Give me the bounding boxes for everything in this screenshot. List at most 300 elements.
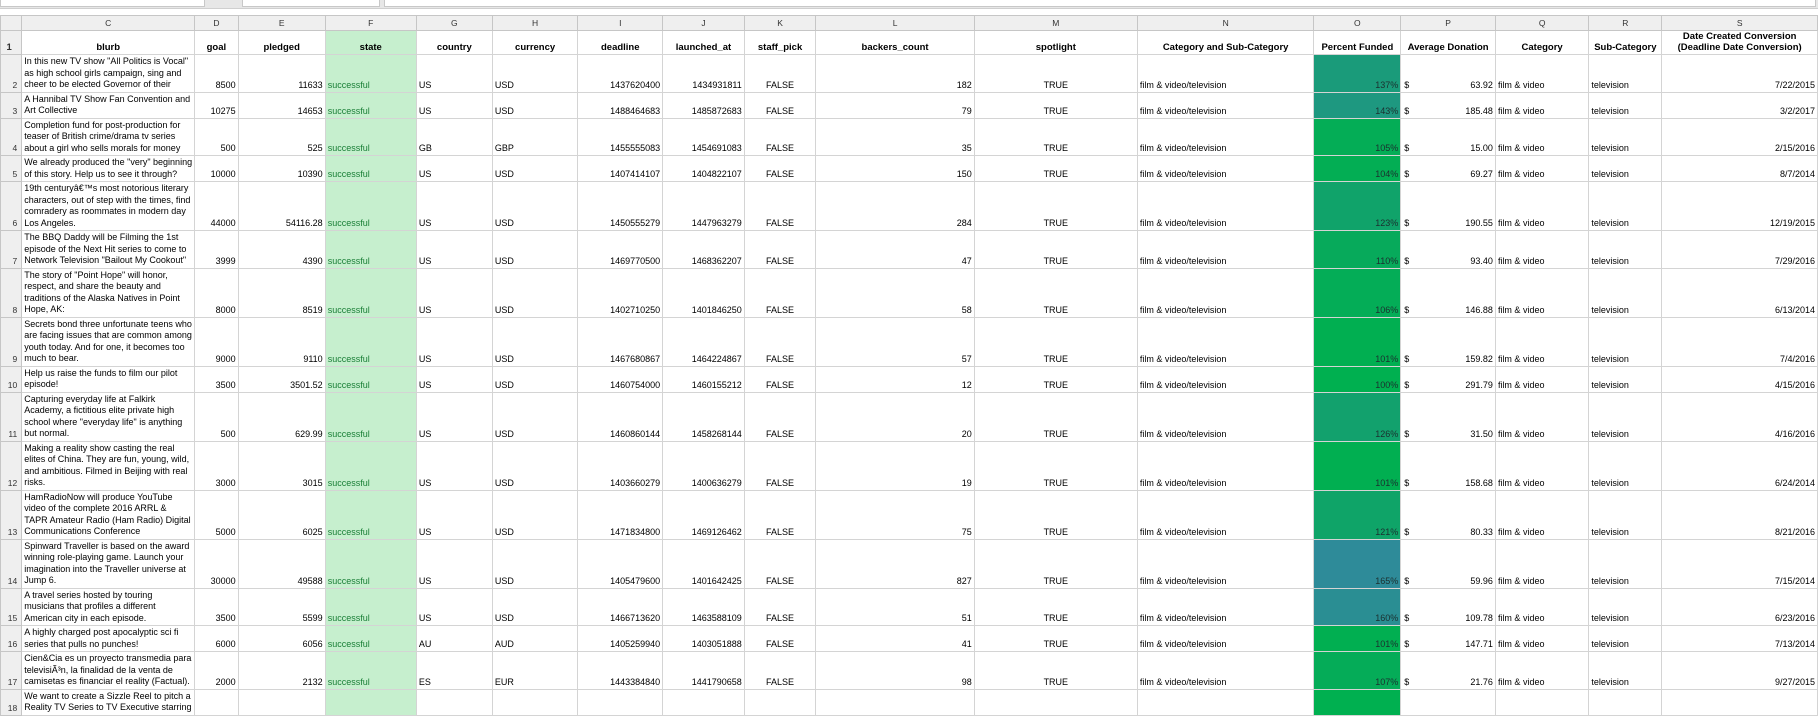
- cell-pledged[interactable]: 49588: [238, 539, 325, 588]
- cell-country[interactable]: US: [416, 490, 492, 539]
- cell-date-created[interactable]: 6/23/2016: [1662, 588, 1818, 626]
- cell-currency[interactable]: USD: [492, 588, 578, 626]
- cell-spotlight[interactable]: TRUE: [974, 268, 1137, 317]
- cell-goal[interactable]: 2000: [195, 652, 239, 690]
- cell-spotlight[interactable]: TRUE: [974, 366, 1137, 392]
- cell-goal[interactable]: 3000: [195, 441, 239, 490]
- cell-deadline[interactable]: 1469770500: [578, 231, 663, 269]
- cell-launched-at[interactable]: 1464224867: [663, 317, 745, 366]
- cell-percent-funded[interactable]: 110%: [1314, 231, 1401, 269]
- cell-deadline[interactable]: 1488464683: [578, 92, 663, 118]
- cell-blurb[interactable]: Help us raise the funds to film our pilot episode!: [22, 366, 195, 392]
- cell-percent-funded[interactable]: 101%: [1314, 441, 1401, 490]
- cell-percent-funded[interactable]: 126%: [1314, 392, 1401, 441]
- column-header[interactable]: K: [744, 16, 816, 31]
- cell-sub-category[interactable]: television: [1589, 156, 1662, 182]
- cell-goal[interactable]: 5000: [195, 490, 239, 539]
- cell-deadline[interactable]: 1407414107: [578, 156, 663, 182]
- cell-deadline[interactable]: 1460754000: [578, 366, 663, 392]
- header-state[interactable]: state: [325, 31, 416, 55]
- cell-average-donation[interactable]: [1401, 441, 1496, 490]
- cell-launched-at[interactable]: 1401846250: [663, 268, 745, 317]
- cell-pledged[interactable]: 525: [238, 118, 325, 156]
- column-header[interactable]: J: [663, 16, 745, 31]
- cell-backers-count[interactable]: 20: [816, 392, 974, 441]
- cell-category[interactable]: film & video: [1495, 588, 1588, 626]
- cell-category[interactable]: film & video: [1495, 118, 1588, 156]
- cell-backers-count[interactable]: 41: [816, 626, 974, 652]
- cell-percent-funded[interactable]: 143%: [1314, 92, 1401, 118]
- cell-currency[interactable]: USD: [492, 92, 578, 118]
- cell-state[interactable]: successful: [325, 55, 416, 93]
- cell-launched-at[interactable]: 1403051888: [663, 626, 745, 652]
- row-number[interactable]: 6: [1, 182, 22, 231]
- column-header[interactable]: C: [22, 16, 195, 31]
- cell-category[interactable]: film & video: [1495, 231, 1588, 269]
- cell-currency[interactable]: USD: [492, 55, 578, 93]
- cell-spotlight[interactable]: TRUE: [974, 118, 1137, 156]
- cell-date-created[interactable]: 7/15/2014: [1662, 539, 1818, 588]
- cell-category-sub[interactable]: film & video/television: [1137, 539, 1314, 588]
- header-sub-category[interactable]: Sub-Category: [1589, 31, 1662, 55]
- cell-launched-at[interactable]: 1401642425: [663, 539, 745, 588]
- cell-staff-pick[interactable]: [744, 689, 816, 715]
- cell-average-donation[interactable]: [1401, 652, 1496, 690]
- cell-spotlight[interactable]: TRUE: [974, 588, 1137, 626]
- cell-date-created[interactable]: 2/15/2016: [1662, 118, 1818, 156]
- cell-deadline[interactable]: 1466713620: [578, 588, 663, 626]
- cell-state[interactable]: successful: [325, 92, 416, 118]
- cell-backers-count[interactable]: 182: [816, 55, 974, 93]
- cell-category-sub[interactable]: film & video/television: [1137, 366, 1314, 392]
- cell-goal[interactable]: 6000: [195, 626, 239, 652]
- cell-average-donation[interactable]: [1401, 366, 1496, 392]
- cell-percent-funded[interactable]: [1314, 689, 1401, 715]
- cell-sub-category[interactable]: television: [1589, 441, 1662, 490]
- cell-deadline[interactable]: 1443384840: [578, 652, 663, 690]
- cell-goal[interactable]: 500: [195, 392, 239, 441]
- cell-backers-count[interactable]: 75: [816, 490, 974, 539]
- cell-state[interactable]: successful: [325, 392, 416, 441]
- row-number[interactable]: 18: [1, 689, 22, 715]
- cell-state[interactable]: [325, 689, 416, 715]
- cell-goal[interactable]: 44000: [195, 182, 239, 231]
- cell-launched-at[interactable]: 1458268144: [663, 392, 745, 441]
- cell-pledged[interactable]: 10390: [238, 156, 325, 182]
- column-header[interactable]: I: [578, 16, 663, 31]
- cell-staff-pick[interactable]: FALSE: [744, 652, 816, 690]
- cell-currency[interactable]: USD: [492, 317, 578, 366]
- cell-deadline[interactable]: 1402710250: [578, 268, 663, 317]
- header-date-created[interactable]: Date Created Conversion (Deadline Date Conversion): [1662, 31, 1818, 55]
- cell-average-donation[interactable]: [1401, 626, 1496, 652]
- cell-percent-funded[interactable]: 101%: [1314, 626, 1401, 652]
- cell-backers-count[interactable]: [816, 689, 974, 715]
- cell-sub-category[interactable]: television: [1589, 366, 1662, 392]
- cell-launched-at[interactable]: 1460155212: [663, 366, 745, 392]
- cell-percent-funded[interactable]: 107%: [1314, 652, 1401, 690]
- cell-country[interactable]: US: [416, 182, 492, 231]
- cell-category[interactable]: film & video: [1495, 156, 1588, 182]
- row-number[interactable]: 15: [1, 588, 22, 626]
- cell-staff-pick[interactable]: FALSE: [744, 441, 816, 490]
- cell-category-sub[interactable]: film & video/television: [1137, 268, 1314, 317]
- cell-blurb[interactable]: We want to create a Sizzle Reel to pitch a Reality TV Series to TV Executive starring: [22, 689, 195, 715]
- cell-blurb[interactable]: Capturing everyday life at Falkirk Academy, a fictitious elite private high school where "everyday life" is anything but normal.: [22, 392, 195, 441]
- cell-goal[interactable]: 3500: [195, 588, 239, 626]
- cell-sub-category[interactable]: television: [1589, 652, 1662, 690]
- cell-blurb[interactable]: The BBQ Daddy will be Filming the 1st episode of the Next Hit series to come to Network Television "Bailout My Cookout": [22, 231, 195, 269]
- cell-currency[interactable]: USD: [492, 490, 578, 539]
- cell-launched-at[interactable]: 1441790658: [663, 652, 745, 690]
- column-header[interactable]: S: [1662, 16, 1818, 31]
- cell-state[interactable]: successful: [325, 156, 416, 182]
- cell-category[interactable]: film & video: [1495, 490, 1588, 539]
- cell-country[interactable]: GB: [416, 118, 492, 156]
- cell-pledged[interactable]: 54116.28: [238, 182, 325, 231]
- column-header[interactable]: F: [325, 16, 416, 31]
- row-number[interactable]: 9: [1, 317, 22, 366]
- cell-sub-category[interactable]: television: [1589, 317, 1662, 366]
- cell-backers-count[interactable]: 98: [816, 652, 974, 690]
- row-number[interactable]: 8: [1, 268, 22, 317]
- cell-backers-count[interactable]: 58: [816, 268, 974, 317]
- cell-spotlight[interactable]: TRUE: [974, 156, 1137, 182]
- cell-date-created[interactable]: 7/4/2016: [1662, 317, 1818, 366]
- cell-spotlight[interactable]: TRUE: [974, 317, 1137, 366]
- column-header[interactable]: E: [238, 16, 325, 31]
- cell-deadline[interactable]: 1437620400: [578, 55, 663, 93]
- cell-date-created[interactable]: 8/7/2014: [1662, 156, 1818, 182]
- cell-sub-category[interactable]: television: [1589, 268, 1662, 317]
- cell-category-sub[interactable]: film & video/television: [1137, 441, 1314, 490]
- select-all-corner[interactable]: [1, 16, 22, 31]
- cell-date-created[interactable]: [1662, 689, 1818, 715]
- cell-launched-at[interactable]: 1400636279: [663, 441, 745, 490]
- cell-percent-funded[interactable]: 105%: [1314, 118, 1401, 156]
- cell-staff-pick[interactable]: FALSE: [744, 392, 816, 441]
- cell-pledged[interactable]: 9110: [238, 317, 325, 366]
- cell-country[interactable]: US: [416, 539, 492, 588]
- cell-date-created[interactable]: 7/13/2014: [1662, 626, 1818, 652]
- cell-goal[interactable]: 500: [195, 118, 239, 156]
- cell-goal[interactable]: 3999: [195, 231, 239, 269]
- cell-currency[interactable]: AUD: [492, 626, 578, 652]
- cell-pledged[interactable]: 11633: [238, 55, 325, 93]
- cell-date-created[interactable]: 6/24/2014: [1662, 441, 1818, 490]
- header-category[interactable]: Category: [1495, 31, 1588, 55]
- cell-staff-pick[interactable]: FALSE: [744, 156, 816, 182]
- row-number[interactable]: 7: [1, 231, 22, 269]
- cell-spotlight[interactable]: TRUE: [974, 652, 1137, 690]
- cell-launched-at[interactable]: [663, 689, 745, 715]
- cell-date-created[interactable]: 7/22/2015: [1662, 55, 1818, 93]
- cell-average-donation[interactable]: [1401, 156, 1496, 182]
- cell-spotlight[interactable]: TRUE: [974, 55, 1137, 93]
- cell-average-donation[interactable]: [1401, 392, 1496, 441]
- cell-date-created[interactable]: 4/15/2016: [1662, 366, 1818, 392]
- cell-country[interactable]: ES: [416, 652, 492, 690]
- column-header[interactable]: N: [1137, 16, 1314, 31]
- cell-goal[interactable]: 8000: [195, 268, 239, 317]
- cell-sub-category[interactable]: television: [1589, 231, 1662, 269]
- cell-category[interactable]: film & video: [1495, 539, 1588, 588]
- cell-average-donation[interactable]: [1401, 588, 1496, 626]
- cell-country[interactable]: US: [416, 366, 492, 392]
- cell-category[interactable]: film & video: [1495, 92, 1588, 118]
- cell-state[interactable]: successful: [325, 317, 416, 366]
- cell-pledged[interactable]: 629.99: [238, 392, 325, 441]
- cell-sub-category[interactable]: television: [1589, 392, 1662, 441]
- cell-launched-at[interactable]: 1454691083: [663, 118, 745, 156]
- cell-average-donation[interactable]: [1401, 268, 1496, 317]
- cell-blurb[interactable]: Secrets bond three unfortunate teens who are facing issues that are common among youth today. And for one, it becomes too much to bear.: [22, 317, 195, 366]
- cell-sub-category[interactable]: television: [1589, 55, 1662, 93]
- cell-category[interactable]: film & video: [1495, 268, 1588, 317]
- cell-staff-pick[interactable]: FALSE: [744, 588, 816, 626]
- cell-backers-count[interactable]: 284: [816, 182, 974, 231]
- cell-blurb[interactable]: A highly charged post apocalyptic sci fi series that pulls no punches!: [22, 626, 195, 652]
- cell-country[interactable]: US: [416, 441, 492, 490]
- cell-state[interactable]: successful: [325, 118, 416, 156]
- cell-percent-funded[interactable]: 165%: [1314, 539, 1401, 588]
- header-staff-pick[interactable]: staff_pick: [744, 31, 816, 55]
- cell-sub-category[interactable]: [1589, 689, 1662, 715]
- cell-staff-pick[interactable]: FALSE: [744, 118, 816, 156]
- cell-percent-funded[interactable]: 101%: [1314, 317, 1401, 366]
- cell-pledged[interactable]: [238, 689, 325, 715]
- cell-launched-at[interactable]: 1469126462: [663, 490, 745, 539]
- cell-average-donation[interactable]: [1401, 118, 1496, 156]
- cell-category-sub[interactable]: [1137, 689, 1314, 715]
- cell-currency[interactable]: USD: [492, 268, 578, 317]
- row-number[interactable]: 12: [1, 441, 22, 490]
- cell-currency[interactable]: USD: [492, 441, 578, 490]
- header-spotlight[interactable]: spotlight: [974, 31, 1137, 55]
- cell-deadline[interactable]: 1471834800: [578, 490, 663, 539]
- cell-category[interactable]: film & video: [1495, 392, 1588, 441]
- cell-staff-pick[interactable]: FALSE: [744, 539, 816, 588]
- cell-category[interactable]: [1495, 689, 1588, 715]
- cell-category[interactable]: film & video: [1495, 366, 1588, 392]
- cell-category[interactable]: film & video: [1495, 317, 1588, 366]
- cell-staff-pick[interactable]: FALSE: [744, 490, 816, 539]
- cell-pledged[interactable]: 3501.52: [238, 366, 325, 392]
- cell-percent-funded[interactable]: 104%: [1314, 156, 1401, 182]
- cell-goal[interactable]: 30000: [195, 539, 239, 588]
- header-percent-funded[interactable]: Percent Funded: [1314, 31, 1401, 55]
- column-header[interactable]: G: [416, 16, 492, 31]
- cell-spotlight[interactable]: TRUE: [974, 490, 1137, 539]
- cell-category-sub[interactable]: film & video/television: [1137, 55, 1314, 93]
- cell-percent-funded[interactable]: 160%: [1314, 588, 1401, 626]
- cell-country[interactable]: US: [416, 317, 492, 366]
- cell-category-sub[interactable]: film & video/television: [1137, 652, 1314, 690]
- cell-goal[interactable]: 3500: [195, 366, 239, 392]
- cell-category-sub[interactable]: film & video/television: [1137, 182, 1314, 231]
- cell-state[interactable]: successful: [325, 539, 416, 588]
- cell-date-created[interactable]: 8/21/2016: [1662, 490, 1818, 539]
- cell-country[interactable]: AU: [416, 626, 492, 652]
- cell-percent-funded[interactable]: 106%: [1314, 268, 1401, 317]
- cell-backers-count[interactable]: 12: [816, 366, 974, 392]
- cell-country[interactable]: US: [416, 588, 492, 626]
- column-header[interactable]: O: [1314, 16, 1401, 31]
- cell-state[interactable]: successful: [325, 231, 416, 269]
- cell-category-sub[interactable]: film & video/television: [1137, 626, 1314, 652]
- cell-state[interactable]: successful: [325, 182, 416, 231]
- cell-category[interactable]: film & video: [1495, 652, 1588, 690]
- cell-category-sub[interactable]: film & video/television: [1137, 231, 1314, 269]
- cell-launched-at[interactable]: 1463588109: [663, 588, 745, 626]
- cell-staff-pick[interactable]: FALSE: [744, 366, 816, 392]
- cell-category-sub[interactable]: film & video/television: [1137, 490, 1314, 539]
- cell-percent-funded[interactable]: 100%: [1314, 366, 1401, 392]
- cell-launched-at[interactable]: 1447963279: [663, 182, 745, 231]
- cell-date-created[interactable]: 12/19/2015: [1662, 182, 1818, 231]
- cell-sub-category[interactable]: television: [1589, 539, 1662, 588]
- cell-staff-pick[interactable]: FALSE: [744, 92, 816, 118]
- column-header[interactable]: L: [816, 16, 974, 31]
- cell-category-sub[interactable]: film & video/television: [1137, 156, 1314, 182]
- row-number[interactable]: 13: [1, 490, 22, 539]
- cell-category-sub[interactable]: film & video/television: [1137, 92, 1314, 118]
- cell-spotlight[interactable]: TRUE: [974, 182, 1137, 231]
- cell-staff-pick[interactable]: FALSE: [744, 55, 816, 93]
- name-box[interactable]: [0, 0, 205, 7]
- cell-pledged[interactable]: 4390: [238, 231, 325, 269]
- column-header[interactable]: H: [492, 16, 578, 31]
- column-header[interactable]: P: [1401, 16, 1496, 31]
- cell-spotlight[interactable]: TRUE: [974, 92, 1137, 118]
- cell-average-donation[interactable]: [1401, 490, 1496, 539]
- column-header[interactable]: Q: [1495, 16, 1588, 31]
- cell-pledged[interactable]: 6025: [238, 490, 325, 539]
- cell-state[interactable]: successful: [325, 652, 416, 690]
- row-number[interactable]: 5: [1, 156, 22, 182]
- cell-sub-category[interactable]: television: [1589, 626, 1662, 652]
- cell-country[interactable]: US: [416, 55, 492, 93]
- cell-country[interactable]: US: [416, 231, 492, 269]
- cell-percent-funded[interactable]: 121%: [1314, 490, 1401, 539]
- header-pledged[interactable]: pledged: [238, 31, 325, 55]
- cell-backers-count[interactable]: 19: [816, 441, 974, 490]
- cell-country[interactable]: US: [416, 392, 492, 441]
- cell-blurb[interactable]: We already produced the "very" beginning of this story. Help us to see it through?: [22, 156, 195, 182]
- header-launched-at[interactable]: launched_at: [663, 31, 745, 55]
- cell-blurb[interactable]: A Hannibal TV Show Fan Convention and Art Collective: [22, 92, 195, 118]
- cell-date-created[interactable]: 7/29/2016: [1662, 231, 1818, 269]
- cell-state[interactable]: successful: [325, 490, 416, 539]
- cell-blurb[interactable]: In this new TV show "All Politics is Vocal" as high school girls campaign, sing and cheer to be elected Governor of their: [22, 55, 195, 93]
- cell-blurb[interactable]: Cien&Cia es un proyecto transmedia para televisiÃ³n, la finalidad de la venta de camisetas es financiar el reality (Factual).: [22, 652, 195, 690]
- cell-date-created[interactable]: 3/2/2017: [1662, 92, 1818, 118]
- cell-category-sub[interactable]: film & video/television: [1137, 118, 1314, 156]
- cell-blurb[interactable]: 19th centuryâ€™s most notorious literary characters, out of step with the times, find comradery as roommates in modern day Los Angeles.: [22, 182, 195, 231]
- cell-deadline[interactable]: 1467680867: [578, 317, 663, 366]
- cell-spotlight[interactable]: TRUE: [974, 441, 1137, 490]
- cell-sub-category[interactable]: television: [1589, 490, 1662, 539]
- cell-pledged[interactable]: 5599: [238, 588, 325, 626]
- cell-backers-count[interactable]: 57: [816, 317, 974, 366]
- cell-blurb[interactable]: The story of "Point Hope" will honor, respect, and share the beauty and traditions of the Alaska Natives in Point Hope, AK:: [22, 268, 195, 317]
- cell-category-sub[interactable]: film & video/television: [1137, 392, 1314, 441]
- cell-backers-count[interactable]: 47: [816, 231, 974, 269]
- cell-goal[interactable]: 9000: [195, 317, 239, 366]
- header-average-donation[interactable]: Average Donation: [1401, 31, 1496, 55]
- cell-currency[interactable]: EUR: [492, 652, 578, 690]
- cell-state[interactable]: successful: [325, 366, 416, 392]
- function-box[interactable]: [242, 0, 380, 7]
- cell-blurb[interactable]: Making a reality show casting the real elites of China. They are fun, young, wild, and ambitious. Filmed in Beijing with real risks.: [22, 441, 195, 490]
- cell-blurb[interactable]: HamRadioNow will produce YouTube video of the complete 2016 ARRL & TAPR Amateur Radio (Ham Radio) Digital Communications Conference: [22, 490, 195, 539]
- cell-category[interactable]: film & video: [1495, 626, 1588, 652]
- cell-currency[interactable]: [492, 689, 578, 715]
- cell-goal[interactable]: [195, 689, 239, 715]
- column-header[interactable]: M: [974, 16, 1137, 31]
- header-deadline[interactable]: deadline: [578, 31, 663, 55]
- cell-average-donation[interactable]: [1401, 182, 1496, 231]
- cell-currency[interactable]: USD: [492, 539, 578, 588]
- cell-percent-funded[interactable]: 137%: [1314, 55, 1401, 93]
- cell-backers-count[interactable]: 79: [816, 92, 974, 118]
- cell-country[interactable]: US: [416, 92, 492, 118]
- cell-launched-at[interactable]: 1485872683: [663, 92, 745, 118]
- cell-spotlight[interactable]: TRUE: [974, 626, 1137, 652]
- cell-pledged[interactable]: 6056: [238, 626, 325, 652]
- cell-deadline[interactable]: 1455555083: [578, 118, 663, 156]
- row-number[interactable]: 16: [1, 626, 22, 652]
- cell-category[interactable]: film & video: [1495, 182, 1588, 231]
- row-number[interactable]: 2: [1, 55, 22, 93]
- cell-launched-at[interactable]: 1468362207: [663, 231, 745, 269]
- column-header[interactable]: D: [195, 16, 239, 31]
- cell-sub-category[interactable]: television: [1589, 118, 1662, 156]
- cell-goal[interactable]: 10275: [195, 92, 239, 118]
- cell-staff-pick[interactable]: FALSE: [744, 317, 816, 366]
- cell-blurb[interactable]: Spinward Traveller is based on the award winning role-playing game. Launch your imagination into the Traveller universe at Jump 6.: [22, 539, 195, 588]
- row-number[interactable]: 4: [1, 118, 22, 156]
- cell-state[interactable]: successful: [325, 441, 416, 490]
- row-number[interactable]: 10: [1, 366, 22, 392]
- cell-deadline[interactable]: 1405259940: [578, 626, 663, 652]
- cell-staff-pick[interactable]: FALSE: [744, 268, 816, 317]
- cell-category-sub[interactable]: film & video/television: [1137, 588, 1314, 626]
- header-blurb[interactable]: blurb: [22, 31, 195, 55]
- formula-input[interactable]: [384, 0, 1816, 7]
- header-country[interactable]: country: [416, 31, 492, 55]
- header-goal[interactable]: goal: [195, 31, 239, 55]
- cell-date-created[interactable]: 4/16/2016: [1662, 392, 1818, 441]
- cell-currency[interactable]: USD: [492, 231, 578, 269]
- cell-staff-pick[interactable]: FALSE: [744, 231, 816, 269]
- cell-currency[interactable]: USD: [492, 182, 578, 231]
- column-header[interactable]: R: [1589, 16, 1662, 31]
- cell-sub-category[interactable]: television: [1589, 182, 1662, 231]
- cell-deadline[interactable]: 1450555279: [578, 182, 663, 231]
- cell-sub-category[interactable]: television: [1589, 92, 1662, 118]
- cell-spotlight[interactable]: TRUE: [974, 392, 1137, 441]
- cell-sub-category[interactable]: television: [1589, 588, 1662, 626]
- cell-currency[interactable]: GBP: [492, 118, 578, 156]
- cell-percent-funded[interactable]: 123%: [1314, 182, 1401, 231]
- cell-average-donation[interactable]: [1401, 317, 1496, 366]
- cell-date-created[interactable]: 9/27/2015: [1662, 652, 1818, 690]
- cell-backers-count[interactable]: 827: [816, 539, 974, 588]
- cell-country[interactable]: [416, 689, 492, 715]
- cell-pledged[interactable]: 14653: [238, 92, 325, 118]
- cell-currency[interactable]: USD: [492, 366, 578, 392]
